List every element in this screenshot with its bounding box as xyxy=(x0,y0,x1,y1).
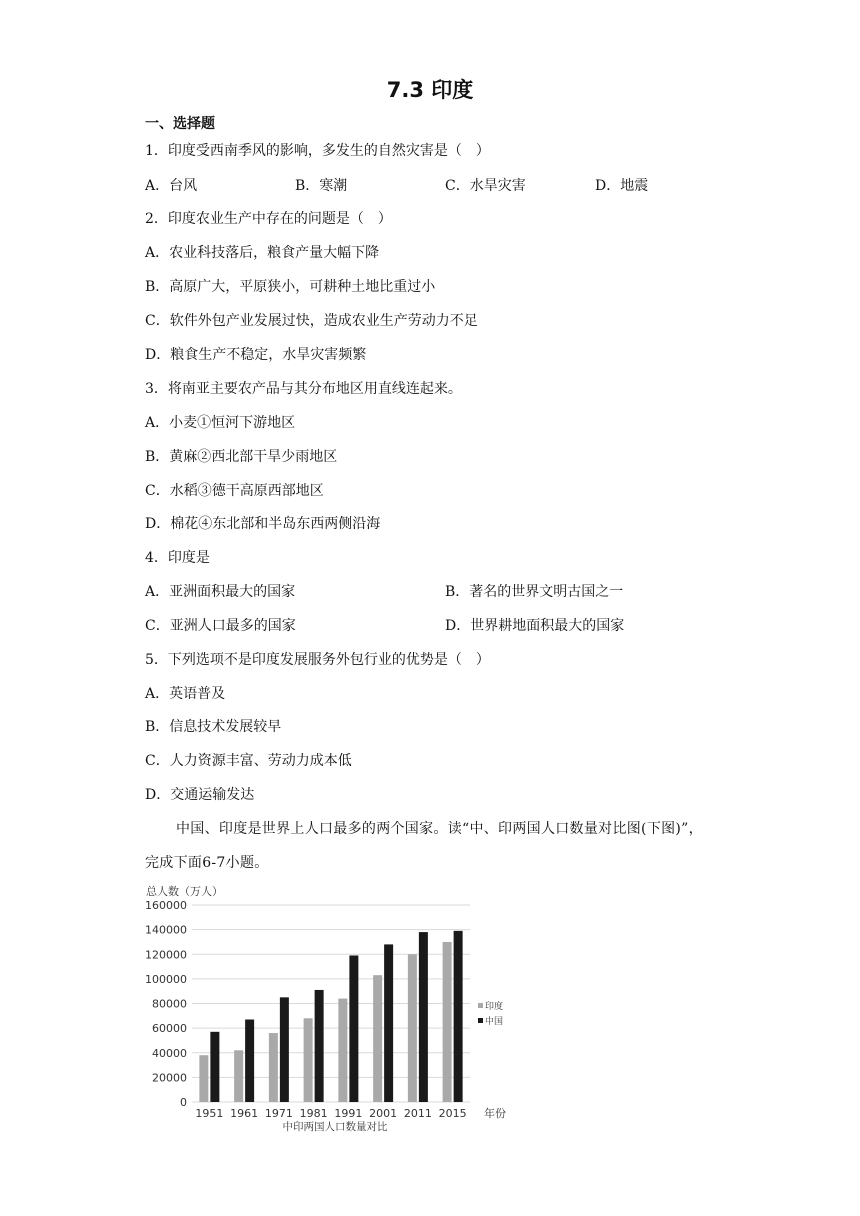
population-bar-chart xyxy=(140,880,520,1140)
q3-option-d: D．棉花④东北部和半岛东西两侧沿海 xyxy=(145,516,381,532)
x-tick-label: 2015 xyxy=(438,1107,467,1120)
question-4-stem: 4．印度是 xyxy=(145,550,210,566)
q4-option-c: C．亚洲人口最多的国家 xyxy=(145,618,296,634)
bar-india xyxy=(269,1033,278,1102)
legend-label: 印度 xyxy=(485,1002,504,1012)
y-tick-label: 120000 xyxy=(145,948,187,962)
bar-china xyxy=(280,997,289,1102)
legend-swatch xyxy=(478,1003,483,1008)
bar-india xyxy=(408,954,417,1102)
q5-option-a: A．英语普及 xyxy=(145,686,226,702)
y-axis-label: 总人数（万人） xyxy=(146,885,223,898)
y-tick-label: 0 xyxy=(180,1096,187,1109)
section-heading: 一、选择题 xyxy=(145,116,215,132)
y-tick-label: 100000 xyxy=(145,972,187,986)
q2-option-d: D．粮食生产不稳定，水旱灾害频繁 xyxy=(145,347,367,363)
q3-option-c: C．水稻③德干高原西部地区 xyxy=(145,483,324,499)
q4-option-a: A．亚洲面积最大的国家 xyxy=(145,584,296,600)
chart-title: 中印两国人口数量对比 xyxy=(282,1121,388,1133)
document-title: 7.3 印度 xyxy=(386,78,474,102)
legend-swatch xyxy=(478,1018,483,1023)
bar-china xyxy=(454,931,463,1102)
question-1-stem: 1．印度受西南季风的影响，多发生的自然灾害是（ ） xyxy=(145,143,490,159)
q2-option-c: C．软件外包产业发展过快，造成农业生产劳动力不足 xyxy=(145,313,478,329)
q5-option-b: B．信息技术发展较早 xyxy=(145,719,282,735)
passage-line-1: 中国、印度是世界上人口最多的两个国家。读“中、印两国人口数量对比图(下图)”， xyxy=(176,821,703,837)
q2-option-b: B．高原广大，平原狭小，可耕种土地比重过小 xyxy=(145,279,436,295)
x-tick-label: 1971 xyxy=(264,1107,293,1120)
x-tick-label: 2001 xyxy=(369,1107,398,1120)
y-tick-label: 40000 xyxy=(152,1046,187,1060)
legend-label: 中国 xyxy=(485,1017,504,1027)
question-5-stem: 5．下列选项不是印度发展服务外包行业的优势是（ ） xyxy=(145,652,490,668)
bar-india xyxy=(443,942,452,1102)
x-tick-label: 1991 xyxy=(334,1107,363,1120)
bar-india xyxy=(373,975,382,1102)
bar-china xyxy=(210,1032,219,1102)
bar-india xyxy=(199,1055,208,1102)
y-tick-label: 20000 xyxy=(152,1071,187,1085)
x-tick-label: 1951 xyxy=(195,1107,224,1120)
x-tick-label: 1981 xyxy=(299,1107,328,1120)
bar-india xyxy=(234,1050,243,1102)
x-tick-label: 2011 xyxy=(403,1107,432,1120)
bar-china xyxy=(245,1020,254,1102)
bar-china xyxy=(315,990,324,1102)
q2-option-a: A．农业科技落后，粮食产量大幅下降 xyxy=(145,245,380,261)
question-3-stem: 3．将南亚主要农产品与其分布地区用直线连起来。 xyxy=(145,381,462,397)
bar-india xyxy=(304,1018,313,1102)
q5-option-c: C．人力资源丰富、劳动力成本低 xyxy=(145,753,352,769)
q3-option-b: B．黄麻②西北部干旱少雨地区 xyxy=(145,449,338,465)
y-tick-label: 160000 xyxy=(145,899,187,912)
q1-option-a: A．台风 xyxy=(145,178,198,194)
passage-line-2: 完成下面6-7小题。 xyxy=(145,855,269,871)
x-axis-label: 年份 xyxy=(484,1107,506,1120)
bar-china xyxy=(419,932,428,1102)
q3-option-a: A．小麦①恒河下游地区 xyxy=(145,415,296,431)
y-tick-label: 80000 xyxy=(152,997,187,1011)
q1-option-c: C．水旱灾害 xyxy=(445,178,526,194)
y-tick-label: 140000 xyxy=(145,923,187,937)
q1-option-d: D．地震 xyxy=(595,178,649,194)
q5-option-d: D．交通运输发达 xyxy=(145,787,255,803)
q4-option-d: D．世界耕地面积最大的国家 xyxy=(445,618,625,634)
bar-india xyxy=(338,999,347,1102)
y-tick-label: 60000 xyxy=(152,1022,187,1036)
bar-china xyxy=(349,955,358,1102)
q1-option-b: B．寒潮 xyxy=(295,178,348,194)
question-2-stem: 2．印度农业生产中存在的问题是（ ） xyxy=(145,211,392,227)
q4-option-b: B．著名的世界文明古国之一 xyxy=(445,584,624,600)
x-tick-label: 1961 xyxy=(230,1107,259,1120)
bar-china xyxy=(384,944,393,1102)
